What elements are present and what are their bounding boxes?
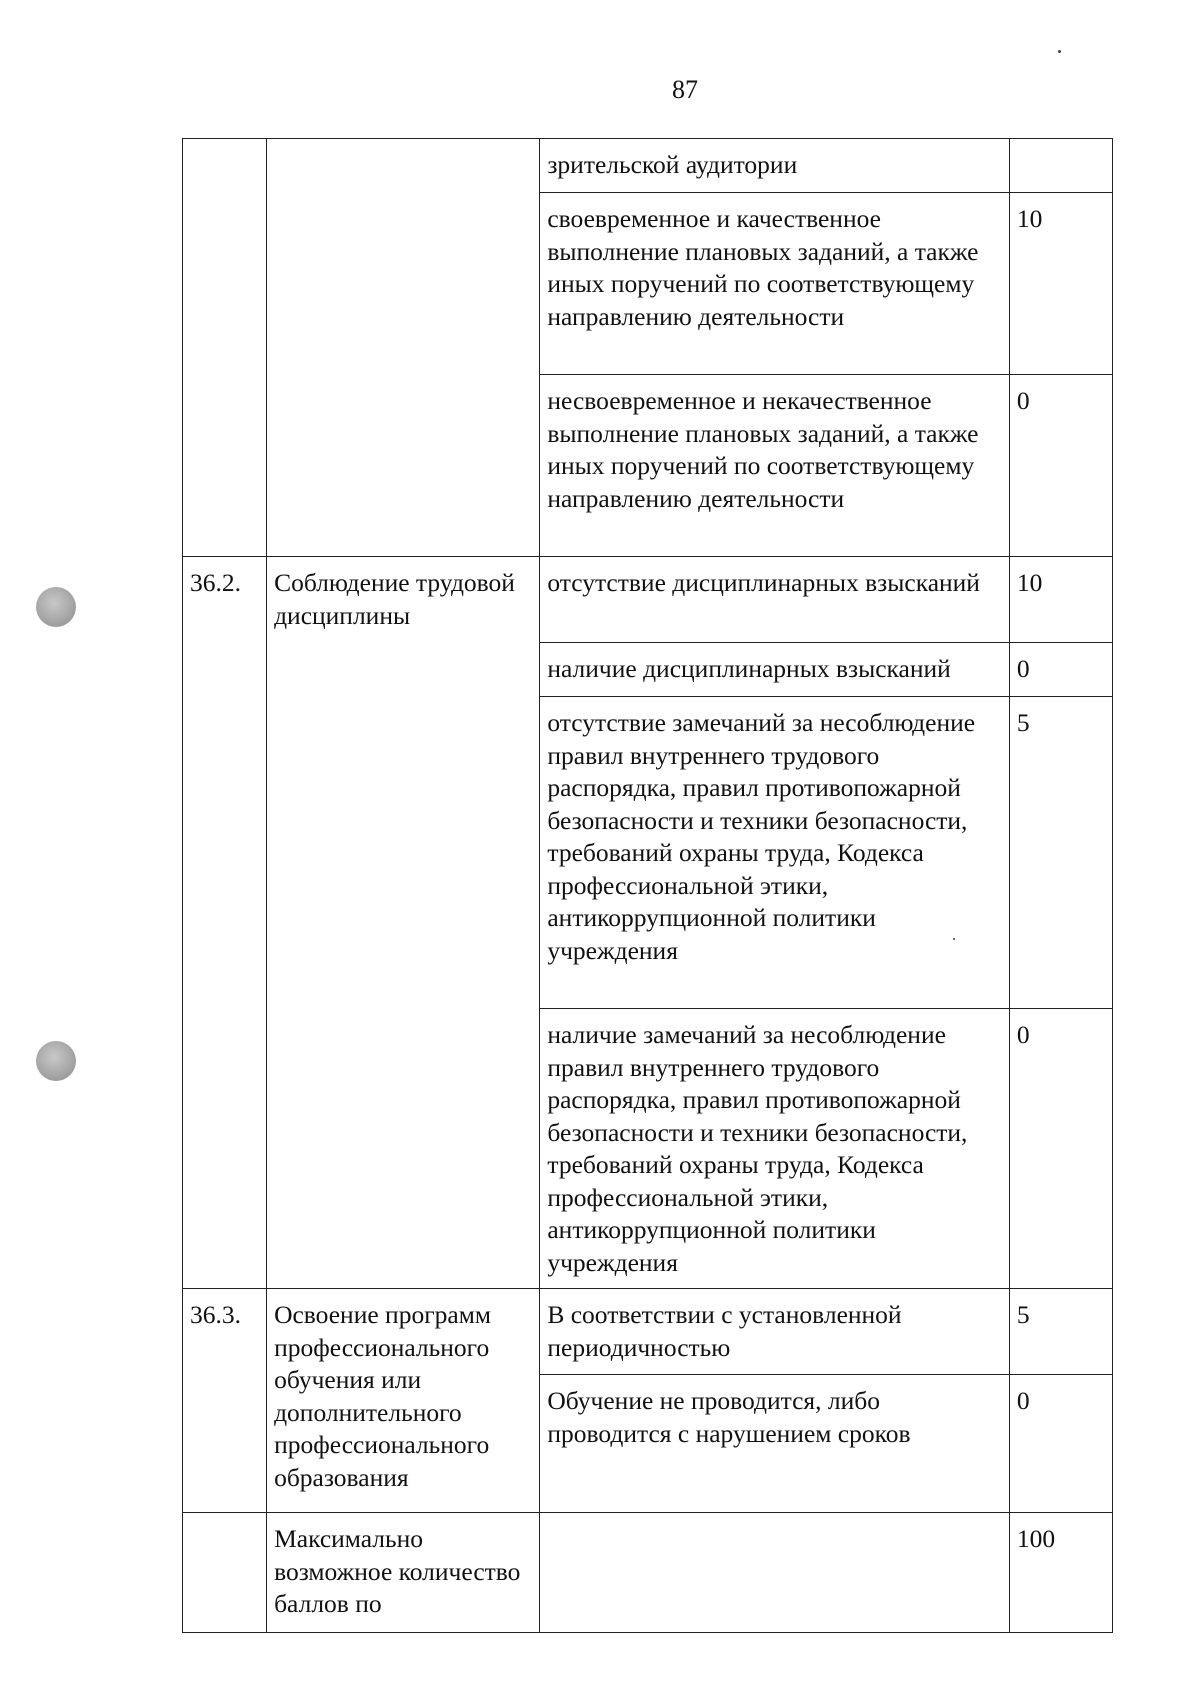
item-name-cell: Максимально возможное количество баллов по (267, 1513, 540, 1633)
punch-hole-bottom (36, 1041, 76, 1081)
score-cell: 10 (1009, 193, 1112, 375)
criterion-cell: наличие замечаний за несоблюдение правил внутреннего трудового распорядка, правил противопожарной безопасности и техники безопасности, требований охраны труда, Кодекса профессиональной этики, антикоррупционной политики учреждения (540, 1009, 1010, 1289)
score-cell: 10 (1009, 557, 1112, 643)
table-row (183, 1513, 1113, 1633)
score-cell: 0 (1009, 1375, 1112, 1513)
item-number-cell: 36.2. (183, 557, 267, 1289)
table-row (183, 557, 1113, 643)
score-cell: 100 (1009, 1513, 1112, 1633)
item-number-cell (183, 1513, 267, 1633)
score-cell: 0 (1009, 375, 1112, 557)
scan-speck (1058, 50, 1061, 53)
score-cell: 5 (1009, 697, 1112, 1009)
page-number: 87 (672, 75, 698, 104)
criterion-cell: В соответствии с установленной периодичностью (540, 1289, 1010, 1375)
criterion-cell: своевременное и качественное выполнение плановых заданий, а также иных поручений по соответствующему направлению деятельности (540, 193, 1010, 375)
criterion-cell: наличие дисциплинарных взысканий (540, 643, 1010, 697)
score-cell: 5 (1009, 1289, 1112, 1375)
item-name-cell: Соблюдение трудовой дисциплины (267, 557, 540, 1289)
criterion-cell: Обучение не проводится, либо проводится с нарушением сроков (540, 1375, 1010, 1513)
item-number-cell (183, 139, 267, 557)
item-name-cell (267, 139, 540, 557)
scan-speck (953, 938, 955, 940)
criteria-table (182, 138, 1113, 1633)
item-name-cell: Освоение программ профессионального обучения или дополнительного профессионального образования (267, 1289, 540, 1513)
criterion-cell: несвоевременное и некачественное выполнение плановых заданий, а также иных поручений по соответствующему направлению деятельности (540, 375, 1010, 557)
item-number-cell: 36.3. (183, 1289, 267, 1513)
table-row (183, 1289, 1113, 1375)
score-cell: 0 (1009, 1009, 1112, 1289)
criterion-cell: отсутствие замечаний за несоблюдение правил внутреннего трудового распорядка, правил противопожарной безопасности и техники безопасности, требований охраны труда, Кодекса профессиональной этики, антикоррупционной политики учреждения (540, 697, 1010, 1009)
criterion-cell: отсутствие дисциплинарных взысканий (540, 557, 1010, 643)
score-cell: 0 (1009, 643, 1112, 697)
punch-hole-top (36, 587, 76, 627)
table-row (183, 139, 1113, 193)
criterion-cell: зрительской аудитории (540, 139, 1010, 193)
score-cell (1009, 139, 1112, 193)
criterion-cell (540, 1513, 1010, 1633)
